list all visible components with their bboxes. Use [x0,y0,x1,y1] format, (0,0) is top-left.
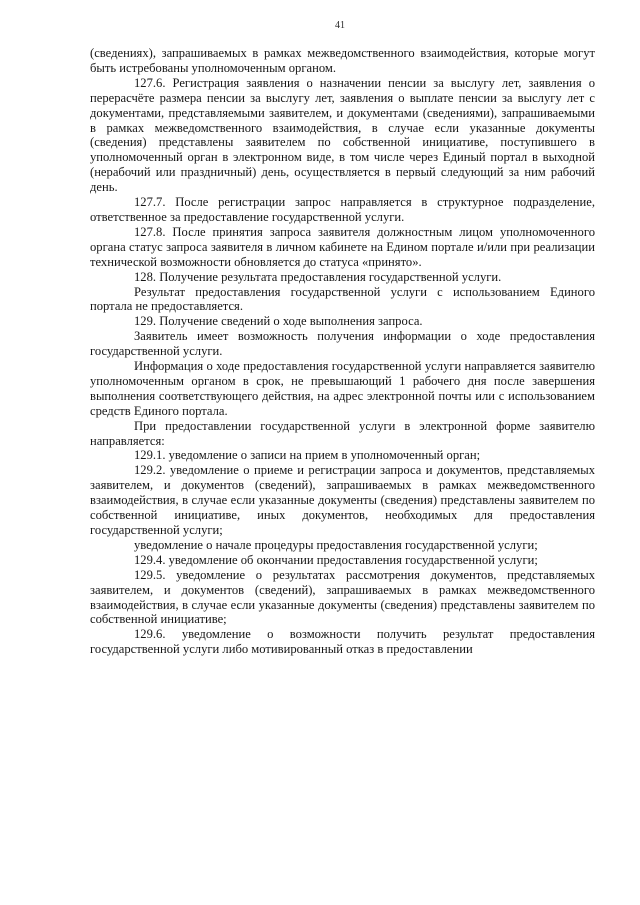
paragraph-129: 129. Получение сведений о ходе выполнения запроса. [134,314,423,329]
paragraph-continuation: (сведениях), запрашиваемых в рамках межведомственного взаимодействия, которые могут быть истребованы уполномоченным органом. [90,46,595,75]
paragraph-128: 128. Получение результата предоставления государственной услуги. [134,269,502,284]
paragraph-129-electronic: При предоставлении государственной услуги в электронной форме заявителю направляется: [90,418,595,448]
paragraph-129-information: Информация о ходе предоставления государственной услуги направляется заявителю уполномоченным органом в срок, не превышающий 1 рабочего дня после завершения выполнения соответствующего действия, на адрес электронной почты или с использованием средств Единого портала. [90,359,595,418]
document-body [90,46,595,657]
paragraph-129-5: 129.5. уведомление о результатах рассмотрения документов, представляемых заявителем, и документов (сведений), запрашиваемых в рамках межведомственного взаимодействия, в случае если указанные документы (сведения) представлены заявителем по собственной инициативе; [90,567,595,627]
paragraph-127-6: 127.6. Регистрация заявления о назначении пенсии за выслугу лет, заявления о перерасчёте размера пенсии за выслугу лет, заявления о выплате пенсии за выслугу лет с документами, представляемыми заявителем, и документами (сведениями), запрашиваемыми в рамках межведомственного взаимодействия, в случае если указанные документы (сведения) представлены заявителем по собственной инициативе, поступившего в уполномоченный орган в электронном виде, в том числе через Единый портал в выходной (нерабочий или праздничный) день, осуществляется в первый следующий за ним рабочий день. [90,75,595,195]
paragraph-129-1: 129.1. уведомление о записи на прием в уполномоченный орган; [134,448,481,463]
paragraph-128-result: Результат предоставления государственной услуги с использованием Единого портала не предоставляется. [90,284,595,314]
page-number: 41 [335,20,345,31]
paragraph-129-6: 129.6. уведомление о возможности получить результат предоставления государственной услуги либо мотивированный отказ в предоставлении [90,627,595,657]
paragraph-127-7: 127.7. После регистрации запрос направляется в структурное подразделение, ответственное за предоставление государственной услуги. [90,195,595,224]
paragraph-129-2: 129.2. уведомление о приеме и регистрации запроса и документов, представляемых заявителем, и документов (сведений), запрашиваемых в рамках межведомственного взаимодействия, в случае если указанные документы (сведения) представлены заявителем по собственной инициативе, иных документов, необходимых для предоставления государственной услуги; [90,463,595,537]
paragraph-127-8: 127.8. После принятия запроса заявителя должностным лицом уполномоченного органа статус запроса заявителя в личном кабинете на Едином портале и/или при реализации технической возможности обновляется до статуса «принято». [90,224,595,269]
paragraph-129-applicant: Заявитель имеет возможность получения информации о ходе предоставления государственной услуги. [90,329,595,359]
paragraph-129-3: уведомление о начале процедуры предоставления государственной услуги; [134,537,538,552]
paragraph-129-4: 129.4. уведомление об окончании предоставления государственной услуги; [134,552,538,567]
